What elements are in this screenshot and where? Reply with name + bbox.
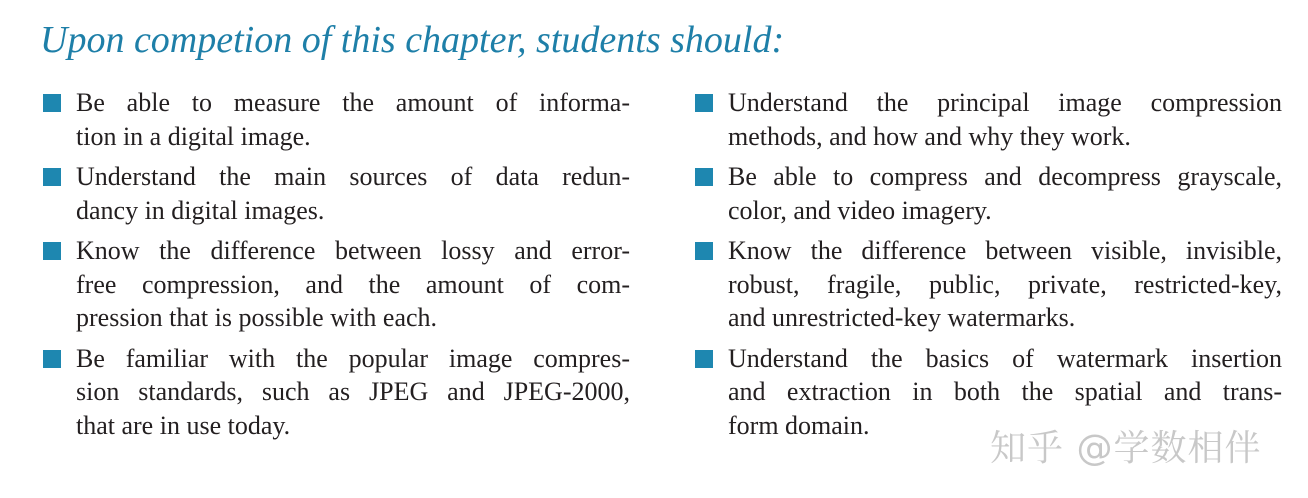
objective-line: Understand the principal image compression: [728, 88, 1282, 117]
objective-line: color, and video imagery.: [728, 195, 992, 225]
square-bullet-icon: [43, 350, 61, 368]
objective-item: [40, 342, 630, 443]
objective-line: dancy in digital images.: [76, 195, 325, 225]
objectives-list-left: [40, 86, 630, 449]
square-bullet-icon: [695, 168, 713, 186]
objective-line: Know the difference between lossy and error-: [76, 236, 630, 265]
objective-item: [40, 86, 630, 153]
objective-line: robust, fragile, public, private, restricted-key,: [728, 269, 1282, 299]
objective-line: pression that is possible with each.: [76, 303, 438, 332]
square-bullet-icon: [43, 168, 61, 186]
objectives-list-right: [692, 86, 1282, 449]
square-bullet-icon: [695, 94, 713, 112]
square-bullet-icon: [43, 94, 61, 112]
objective-line: and extraction in both the spatial and trans-: [728, 377, 1282, 406]
objective-item: [40, 234, 630, 335]
objective-line: free compression, and the amount of com-: [76, 269, 630, 299]
objective-line: Understand the main sources of data redun-: [76, 162, 630, 191]
chapter-objectives-heading: Upon competion of this chapter, students should:: [40, 19, 785, 61]
zhihu-watermark: 知乎 @学数相伴: [990, 428, 1262, 469]
objective-line: form domain.: [728, 410, 870, 440]
square-bullet-icon: [43, 242, 61, 260]
objective-item: [692, 86, 1282, 153]
objective-item: [40, 160, 630, 227]
square-bullet-icon: [695, 242, 713, 260]
objective-item: [692, 234, 1282, 335]
square-bullet-icon: [695, 350, 713, 368]
objective-line: sion standards, such as JPEG and JPEG-2000,: [76, 377, 630, 406]
objective-item: [692, 160, 1282, 227]
objective-line: that are in use today.: [76, 410, 291, 440]
objective-line: methods, and how and why they work.: [728, 121, 1131, 151]
objective-line: tion in a digital image.: [76, 121, 311, 151]
objective-line: Understand the basics of watermark insertion: [728, 343, 1282, 373]
objective-line: Be able to compress and decompress grayscale,: [728, 162, 1282, 191]
objective-line: Know the difference between visible, invisible,: [728, 236, 1282, 265]
objective-line: Be able to measure the amount of informa-: [76, 88, 630, 117]
objective-line: and unrestricted-key watermarks.: [728, 303, 1076, 332]
objective-line: Be familiar with the popular image compres-: [76, 343, 630, 373]
